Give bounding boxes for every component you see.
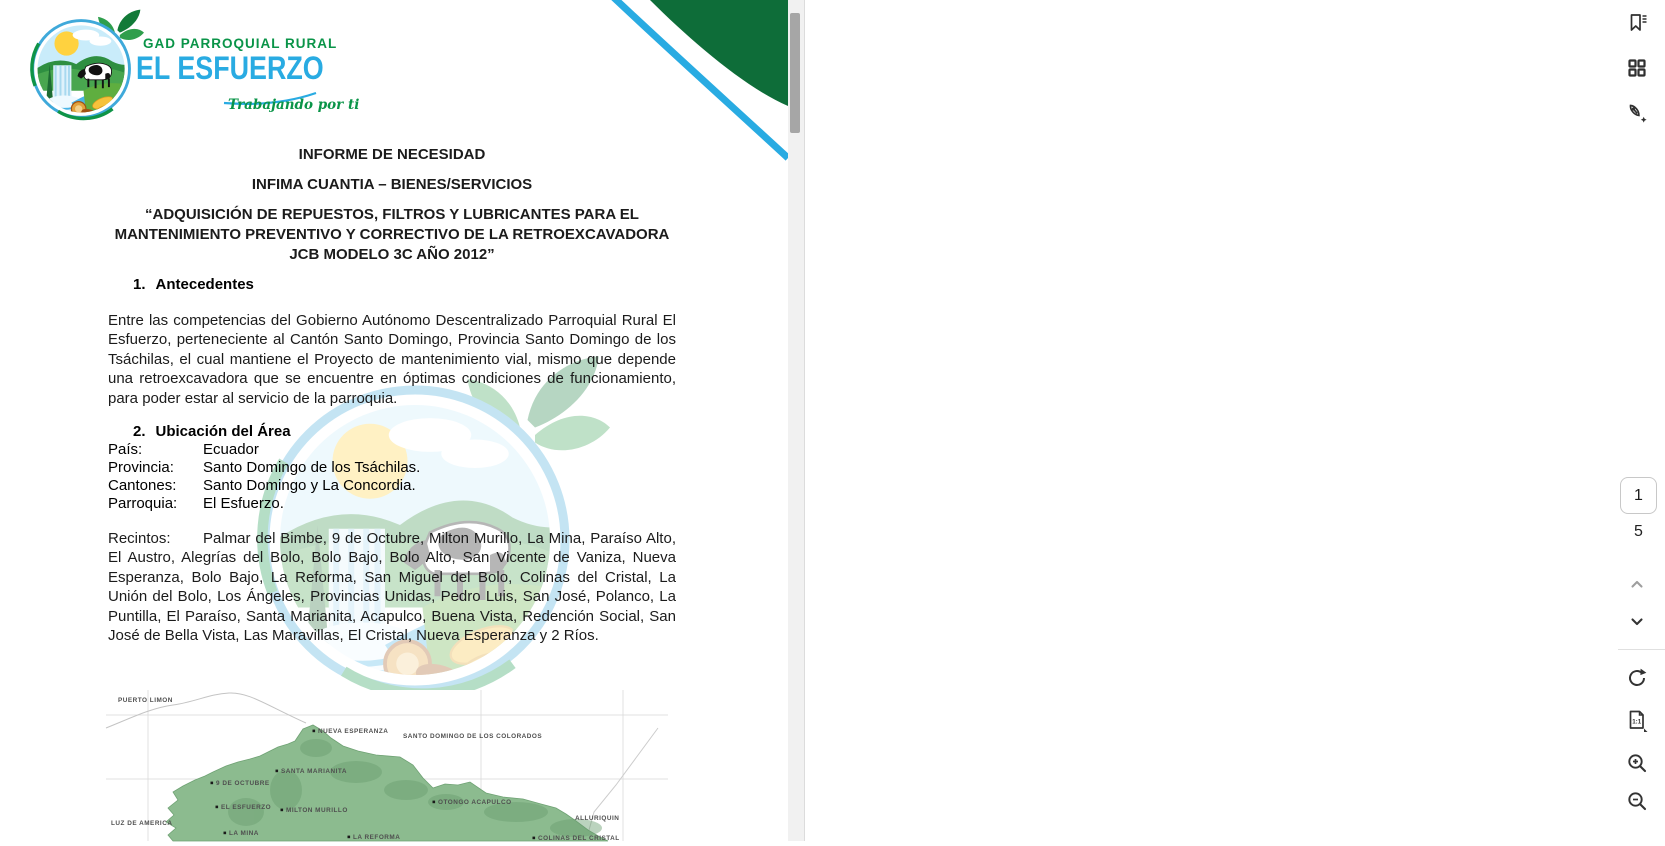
corner-decoration [588,0,788,165]
location-label: País: [108,441,143,458]
map-label: 9 DE OCTUBRE [216,780,270,787]
gad-logo-emblem [23,6,144,127]
rotate-button[interactable] [1625,666,1649,690]
doc-heading-1: INFORME DE NECESIDAD [298,146,486,163]
draw-button[interactable] [1625,101,1649,125]
bookmarks-button[interactable] [1625,11,1649,35]
location-value: El Esfuerzo. [203,495,284,512]
page-number-input[interactable] [1620,477,1657,514]
map-label: MILTON MURILLO [286,807,348,814]
chevron-down-icon [1625,610,1649,634]
map-town-dot [313,730,316,733]
map-label: OTONGO ACAPULCO [438,799,512,806]
svg-text:1:1: 1:1 [1632,718,1642,726]
paragraph-recintos [108,529,676,645]
map-town-dot [224,832,227,835]
zoom-in-icon [1625,751,1649,775]
map-label: SANTO DOMINGO DE LOS COLORADOS [403,733,543,740]
bookmarks-icon [1625,11,1649,35]
map-label: LA MINA [229,830,259,837]
map-label: COLINAS DEL CRISTAL [538,835,620,842]
document-page [0,0,788,841]
location-row [108,441,676,459]
paragraph-antecedentes: Entre las competencias del Gobierno Autónomo Descentralizado Parroquial Rural El Esfuerzo, perteneciente al Cantón Santo Domingo, Provincia Santo Domingo de los Tsáchilas, el cual mantiene el Proyecto de mantenimiento vial, mismo que depende una retroexcavadora que se encuentre en óptimas condiciones de funcionamiento, para poder estar al servicio de la parroquia. [108,312,676,407]
chevron-up-icon [1625,572,1649,596]
location-value: Santo Domingo de los Tsáchilas. [203,459,421,476]
map-label: SANTA MARIANITA [281,768,347,775]
location-label: Parroquia: [108,495,178,512]
map-label: LUZ DE AMERICA [111,820,173,827]
section-2-number: 2. [133,423,146,440]
thumbnails-button[interactable] [1625,56,1649,80]
map-label: ALLURIQUIN [575,815,620,822]
map-label: NUEVA ESPERANZA [318,728,389,735]
map-town-dot [276,770,279,773]
brand-org-type: GAD PARROQUIAL RURAL [143,36,338,51]
section-1-title: Antecedentes [155,276,254,293]
next-page-button[interactable] [1625,610,1649,634]
location-table [108,441,676,513]
doc-heading-2: INFIMA CUANTIA – BIENES/SERVICIOS [251,176,533,193]
brand-slogan: Trabajando por ti [228,97,360,113]
map-town-dot [216,806,219,809]
parish-map [106,690,668,841]
viewer-sidebar [805,0,1643,841]
map-label: PUERTO LIMON [118,697,173,704]
zoom-out-icon [1625,789,1649,813]
page-total: 5 [1634,523,1643,540]
actual-size-button[interactable] [1625,708,1649,732]
section-2-title: Ubicación del Área [155,423,291,440]
vertical-scrollbar[interactable] [788,0,804,841]
map-town-dot [281,809,284,812]
doc-title: “ADQUISICIÓN DE REPUESTOS, FILTROS Y LUBRICANTES PARA EL MANTENIMIENTO PREVENTIVO Y CORRECTIVO DE LA RETROEXCAVADORA JCB MODELO 3C AÑO 2012” [114,206,670,263]
previous-page-button[interactable] [1625,572,1649,596]
map-town-dot [348,836,351,839]
map-town-dot [533,837,536,840]
zoom-out-button[interactable] [1625,789,1649,813]
recintos-text: Palmar del Bimbe, 9 de Octubre, Milton Murillo, La Mina, Paraíso Alto, El Austro, Alegrías del Bolo, Bolo Bajo, Bolo Alto, San Vicente de Vaniza, Nueva Esperanza, Bolo Bajo, La Reforma, San Miguel del Bolo, Colinas del Cristal, La Unión del Bolo, Los Ángeles, Provincias Unidas, Pedro Luis, San José, Polanco, La Puntilla, El Paraíso, Santa Marianita, Acapulco, Buena Vista, Redención Social, San José de Bella Vista, Las Maravillas, El Cristal, Nueva Esperanza y 2 Ríos. [108,530,676,645]
scrollbar-thumb[interactable] [790,13,800,133]
location-value: Ecuador [203,441,259,458]
draw-pen-icon [1625,101,1649,125]
map-town-dot [433,801,436,804]
tools-divider [1618,649,1665,650]
map-label: LA REFORMA [353,834,401,841]
actual-size-icon [1625,708,1649,732]
section-1-heading [108,276,676,293]
location-value: Santo Domingo y La Concordia. [203,477,416,494]
map-town-dot [211,782,214,785]
zoom-in-button[interactable] [1625,751,1649,775]
rotate-clockwise-icon [1625,666,1649,690]
recintos-label: Recintos: [108,530,171,547]
location-row [108,477,676,495]
location-label: Provincia: [108,459,174,476]
map-label: EL ESFUERZO [221,804,272,811]
location-row [108,459,676,477]
section-2-heading [108,423,676,440]
location-label: Cantones: [108,477,177,494]
location-row [108,495,676,513]
section-1-number: 1. [133,276,146,293]
thumbnails-icon [1625,56,1649,80]
brand-name: EL ESFUERZO [136,50,324,86]
